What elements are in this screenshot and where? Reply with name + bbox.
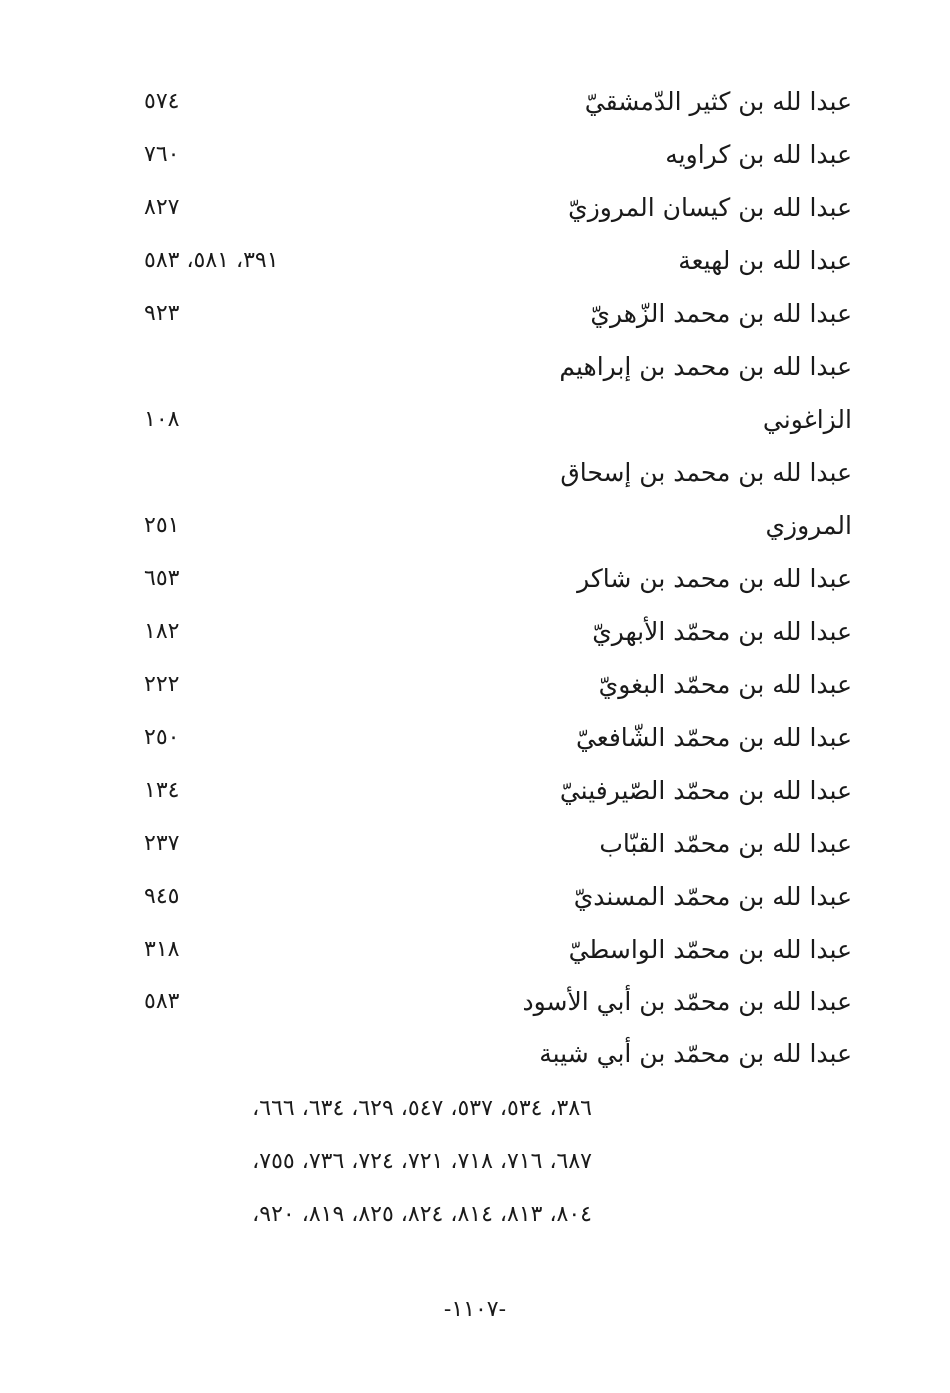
entry-name: المروزي bbox=[765, 511, 852, 540]
entry-pages: ٣١٨ bbox=[144, 937, 180, 962]
index-entry bbox=[130, 506, 852, 546]
entry-pages: ٢٥٠ bbox=[144, 725, 180, 750]
entry-pages: ١٨٢ bbox=[144, 619, 180, 644]
index-entry bbox=[130, 294, 852, 334]
entry-pages: ٥٧٤ bbox=[144, 89, 180, 114]
page-list-continuation: ٨٠٤، ٨١٣، ٨١٤، ٨٢٤، ٨٢٥، ٨١٩، ٩٢٠، bbox=[252, 1202, 592, 1227]
index-entry bbox=[130, 1034, 852, 1074]
entry-name: عبدا لله بن كراويه bbox=[665, 140, 852, 169]
index-entry bbox=[130, 930, 852, 970]
entry-pages: ١٠٨ bbox=[144, 407, 180, 432]
entry-pages: ٢٥١ bbox=[144, 513, 180, 538]
entry-name: عبدا لله بن كيسان المروزيّ bbox=[568, 193, 852, 222]
entry-pages: ٢٣٧ bbox=[144, 831, 180, 856]
entry-name: عبدا لله بن كثير الدّمشقيّ bbox=[584, 87, 852, 116]
entry-name: عبدا لله بن محمّد البغويّ bbox=[598, 670, 852, 699]
entry-pages: ٩٤٥ bbox=[144, 884, 180, 909]
entry-pages: ٨٢٧ bbox=[144, 195, 180, 220]
entry-name: عبدا لله بن محمّد الواسطيّ bbox=[568, 935, 852, 964]
index-entry bbox=[130, 241, 852, 281]
index-entry bbox=[130, 877, 852, 917]
index-entry bbox=[130, 135, 852, 175]
entry-pages: ٣٩١، ٥٨١، ٥٨٣ bbox=[144, 248, 279, 273]
entry-name: عبدا لله بن محمد الزّهريّ bbox=[590, 299, 852, 328]
page-number: -١١٠٧- bbox=[443, 1297, 507, 1322]
index-entry bbox=[130, 400, 852, 440]
index-entry bbox=[130, 982, 852, 1022]
entry-name: الزاغوني bbox=[762, 405, 852, 434]
index-entry bbox=[130, 612, 852, 652]
entry-name: عبدا لله بن محمّد الصّيرفينيّ bbox=[559, 776, 852, 805]
page-list-continuation: ٦٨٧، ٧١٦، ٧١٨، ٧٢١، ٧٢٤، ٧٣٦، ٧٥٥، bbox=[252, 1149, 592, 1174]
index-entry bbox=[130, 188, 852, 228]
index-entry bbox=[130, 347, 852, 387]
entry-name: عبدا لله بن محمد بن إبراهيم bbox=[559, 352, 852, 381]
index-entry bbox=[130, 824, 852, 864]
index-entry bbox=[130, 665, 852, 705]
index-entry bbox=[130, 82, 852, 122]
index-entry bbox=[130, 718, 852, 758]
entry-name: عبدا لله بن محمّد بن أبي شيبة bbox=[539, 1039, 852, 1068]
entry-name: عبدا لله بن محمّد المسنديّ bbox=[573, 882, 852, 911]
entry-pages: ٧٦٠ bbox=[144, 142, 180, 167]
entry-name: عبدا لله بن محمّد الشّافعيّ bbox=[575, 723, 852, 752]
index-entry bbox=[130, 453, 852, 493]
entry-name: عبدا لله بن محمد بن إسحاق bbox=[560, 458, 852, 487]
entry-name: عبدا لله بن محمّد القبّاب bbox=[599, 829, 852, 858]
index-entry bbox=[130, 559, 852, 599]
entry-name: عبدا لله بن لهيعة bbox=[678, 246, 852, 275]
entry-name: عبدا لله بن محمّد بن أبي الأسود bbox=[522, 987, 852, 1016]
index-entry bbox=[130, 771, 852, 811]
entry-pages: ٢٢٢ bbox=[144, 672, 180, 697]
entry-pages: ٦٥٣ bbox=[144, 566, 180, 591]
page-list-continuation: ٣٨٦، ٥٣٤، ٥٣٧، ٥٤٧، ٦٢٩، ٦٣٤، ٦٦٦، bbox=[252, 1096, 592, 1121]
entry-name: عبدا لله بن محمد بن شاكر bbox=[577, 564, 852, 593]
entry-name: عبدا لله بن محمّد الأبهريّ bbox=[592, 617, 852, 646]
entry-pages: ٩٢٣ bbox=[144, 301, 180, 326]
entry-pages: ٥٨٣ bbox=[144, 989, 180, 1014]
entry-pages: ١٣٤ bbox=[144, 778, 180, 803]
